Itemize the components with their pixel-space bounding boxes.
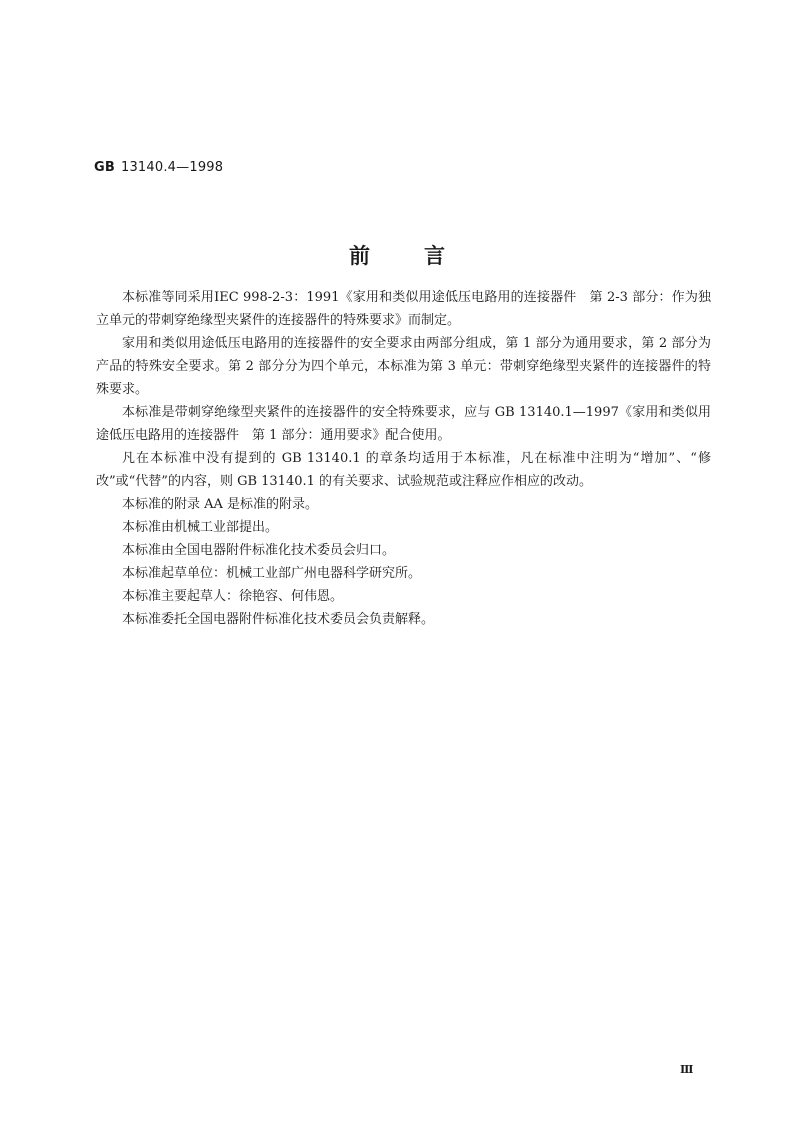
paragraph: 本标准由机械工业部提出。 — [122, 520, 279, 535]
paragraph: 本标准起草单位：机械工业部广州电器科学研究所。 — [122, 566, 422, 581]
paragraph: 本标准的附录 AA 是标准的附录。 — [122, 497, 319, 512]
paragraph: 本标准等同采用IEC 998-2-3：1991《家用和类似用途低压电路用的连接器件 第 2-3 部分：作为独立单元的带刺穿绝缘型夹紧件的连接器件的特殊要求》而制定。 — [96, 290, 711, 328]
page-number: Ⅲ — [680, 1063, 694, 1076]
paragraph: 本标准主要起草人：徐艳容、何伟恩。 — [122, 589, 344, 604]
standard-code-prefix: GB — [94, 160, 115, 175]
standard-code — [94, 160, 223, 175]
page-title: 前言 — [349, 244, 499, 268]
paragraph: 本标准委托全国电器附件标准化技术委员会负责解释。 — [122, 612, 435, 627]
paragraph: 本标准是带刺穿绝缘型夹紧件的连接器件的安全特殊要求，应与 GB 13140.1—1997《家用和类似用途低压电路用的连接器件 第 1 部分：通用要求》配合使用。 — [96, 405, 711, 443]
standard-code-number: 13140.4—1998 — [120, 160, 224, 175]
paragraph: 本标准由全国电器附件标准化技术委员会归口。 — [122, 543, 396, 558]
foreword-body — [96, 286, 711, 631]
paragraph: 凡在本标准中没有提到的 GB 13140.1 的章条均适用于本标准，凡在标准中注明为“增加”、“修改”或“代替”的内容，则 GB 13140.1 的有关要求、试验规范或注释应作相应的改动。 — [96, 451, 711, 489]
paragraph: 家用和类似用途低压电路用的连接器件的安全要求由两部分组成，第 1 部分为通用要求，第 2 部分为产品的特殊安全要求。第 2 部分分为四个单元，本标准为第 3 单元：带刺穿绝缘型夹紧件的连接器件的特殊要求。 — [96, 336, 711, 397]
